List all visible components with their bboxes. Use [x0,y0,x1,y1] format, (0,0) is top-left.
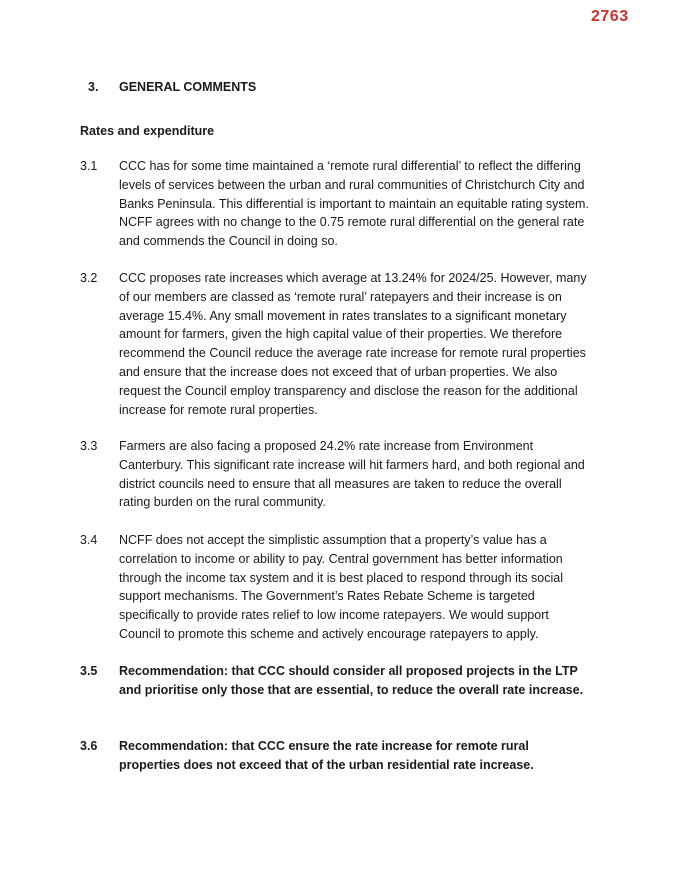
section-heading [88,80,256,94]
paragraph-text: CCC proposes rate increases which average at 13.24% for 2024/25. However, many of our members are classed as ‘remote rural’ ratepayers and their increase is on average 15.4%. Any small movement in rates translates to a significant monetary amount for farmers, given the high capital value of their properties. We therefore recommend the Council reduce the average rate increase for remote rural properties and ensure that the increase does not exceed that of urban properties. We also request the Council employ transparency and disclose the reason for the additional increase for remote rural properties. [119,271,587,417]
paragraph-text: Farmers are also facing a proposed 24.2% rate increase from Environment Canterbury. This significant rate increase will hit farmers hard, and both regional and district councils need to ensure that all measures are taken to reduce the overall rating burden on the rural community. [119,439,585,510]
paragraph-text: Recommendation: that CCC ensure the rate increase for remote rural properties does not exceed that of the urban residential rate increase. [119,739,534,772]
paragraph-text: NCFF does not accept the simplistic assumption that a property’s value has a correlation to income or ability to pay. Central government has better information through the income tax system and it is best placed to respond through its social support mechanisms. The Government’s Rates Rebate Scheme is targeted specifically to provide rates relief to low income ratepayers. We would support Council to promote this scheme and actively encourage ratepayers to apply. [119,533,563,641]
paragraph-3-5-recommendation [80,662,590,700]
paragraph-number: 3.3 [80,439,98,453]
paragraph-number: 3.4 [80,533,98,547]
subheading-rates-expenditure: Rates and expenditure [80,124,215,138]
section-title: GENERAL COMMENTS [119,80,257,94]
paragraph-number: 3.1 [80,159,98,173]
paragraph-number: 3.5 [80,664,98,678]
paragraph-text: Recommendation: that CCC should consider all proposed projects in the LTP and prioritise only those that are essential, to reduce the overall rate increase. [119,664,584,697]
section-number: 3. [88,80,99,94]
paragraph-3-1 [80,157,590,251]
paragraph-text: CCC has for some time maintained a ‘remote rural differential’ to reflect the differing levels of services between the urban and rural communities of Christchurch City and Banks Peninsula. This differential is important to maintain an equitable rating system. NCFF agrees with no change to the 0.75 remote rural differential on the general rate and commends the Council in doing so. [119,159,589,249]
paragraph-3-4 [80,531,590,644]
paragraph-number: 3.6 [80,739,98,753]
paragraph-3-3 [80,437,590,512]
paragraph-number: 3.2 [80,271,98,285]
paragraph-3-2 [80,269,590,419]
paragraph-3-6-recommendation [80,737,590,775]
page-number: 2763 [591,8,629,25]
